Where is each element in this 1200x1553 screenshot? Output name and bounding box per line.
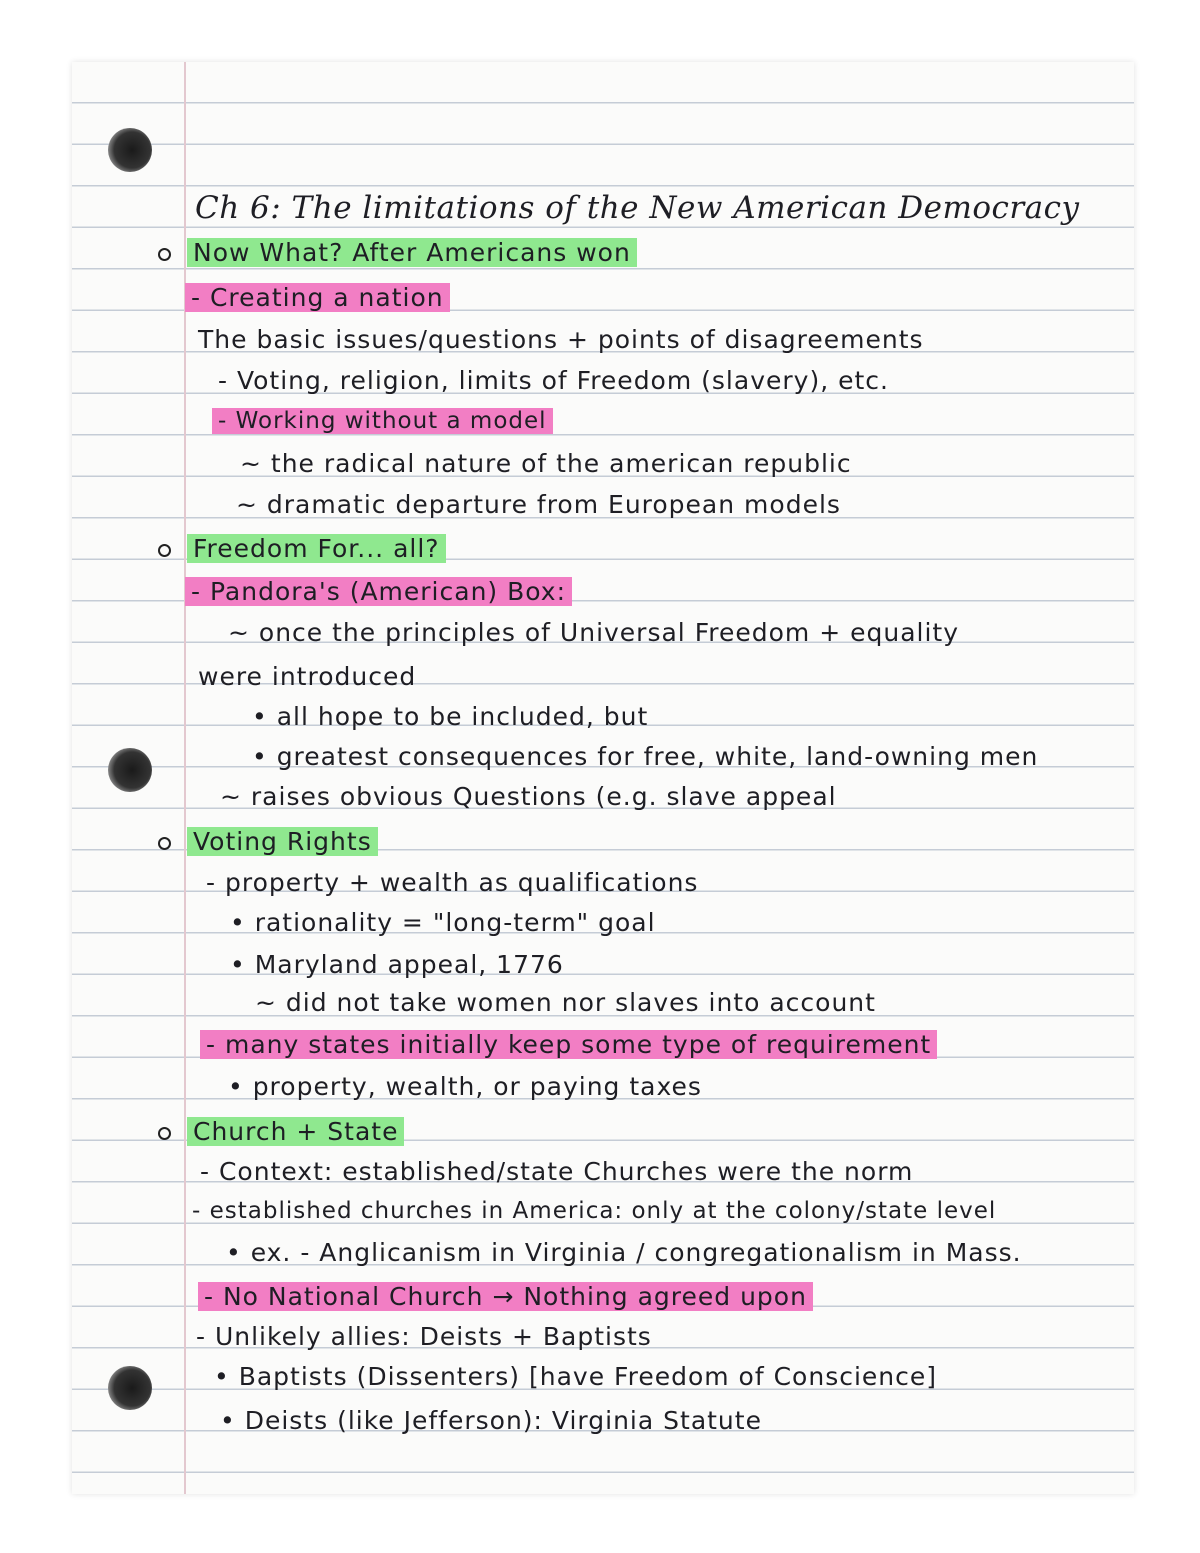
note-line: • Baptists (Dissenters) [have Freedom of Conscience]	[214, 1362, 938, 1391]
note-line: - Unlikely allies: Deists + Baptists	[196, 1322, 652, 1351]
heading-text: Now What? After Americans won	[187, 238, 637, 267]
note-line	[200, 1030, 937, 1059]
heading-text: Voting Rights	[187, 827, 378, 856]
binder-hole	[108, 748, 152, 792]
note-text: - No National Church → Nothing agreed upon	[198, 1282, 813, 1311]
heading-text: Freedom For... all?	[187, 534, 446, 563]
note-line: The basic issues/questions + points of disagreements	[198, 325, 924, 354]
note-line: • ex. - Anglicanism in Virginia / congregationalism in Mass.	[226, 1238, 1022, 1267]
note-text: - Creating a nation	[185, 283, 450, 312]
circle-bullet-icon	[158, 1127, 171, 1140]
note-line: • greatest consequences for free, white, land-owning men	[252, 742, 1039, 771]
section-heading	[158, 1117, 404, 1146]
note-line	[185, 577, 572, 606]
note-line: • all hope to be included, but	[252, 702, 649, 731]
circle-bullet-icon	[158, 248, 171, 261]
note-line: • Maryland appeal, 1776	[230, 950, 564, 979]
heading-text: Church + State	[187, 1117, 404, 1146]
circle-bullet-icon	[158, 837, 171, 850]
section-heading	[158, 534, 446, 563]
section-heading	[158, 827, 378, 856]
note-line	[212, 408, 553, 434]
binder-hole	[108, 128, 152, 172]
note-text: - Working without a model	[212, 408, 553, 434]
note-text: - Pandora's (American) Box:	[185, 577, 572, 606]
note-line: • Deists (like Jefferson): Virginia Statute	[220, 1406, 762, 1435]
notes-title: Ch 6: The limitations of the New American Democracy	[195, 190, 1080, 226]
margin-line	[184, 62, 186, 1494]
binder-hole	[108, 1366, 152, 1410]
note-line: ~ once the principles of Universal Freedom + equality	[228, 618, 960, 647]
note-line: ~ the radical nature of the american republic	[240, 449, 852, 478]
note-text: - many states initially keep some type of requirement	[200, 1030, 937, 1059]
note-line: - Voting, religion, limits of Freedom (slavery), etc.	[218, 366, 889, 395]
note-line: - property + wealth as qualifications	[206, 868, 699, 897]
note-line: • property, wealth, or paying taxes	[228, 1072, 702, 1101]
note-line: - Context: established/state Churches were the norm	[200, 1157, 914, 1186]
note-line: - established churches in America: only at the colony/state level	[192, 1198, 997, 1224]
note-line: • rationality = "long-term" goal	[230, 908, 656, 937]
note-line	[198, 1282, 813, 1311]
section-heading	[158, 238, 637, 267]
note-line: ~ raises obvious Questions (e.g. slave appeal	[220, 782, 837, 811]
note-line: were introduced	[198, 662, 417, 691]
circle-bullet-icon	[158, 544, 171, 557]
note-line: ~ did not take women nor slaves into account	[255, 988, 876, 1017]
note-line	[185, 283, 450, 312]
notebook-page	[72, 62, 1134, 1494]
note-line: ~ dramatic departure from European models	[236, 490, 841, 519]
